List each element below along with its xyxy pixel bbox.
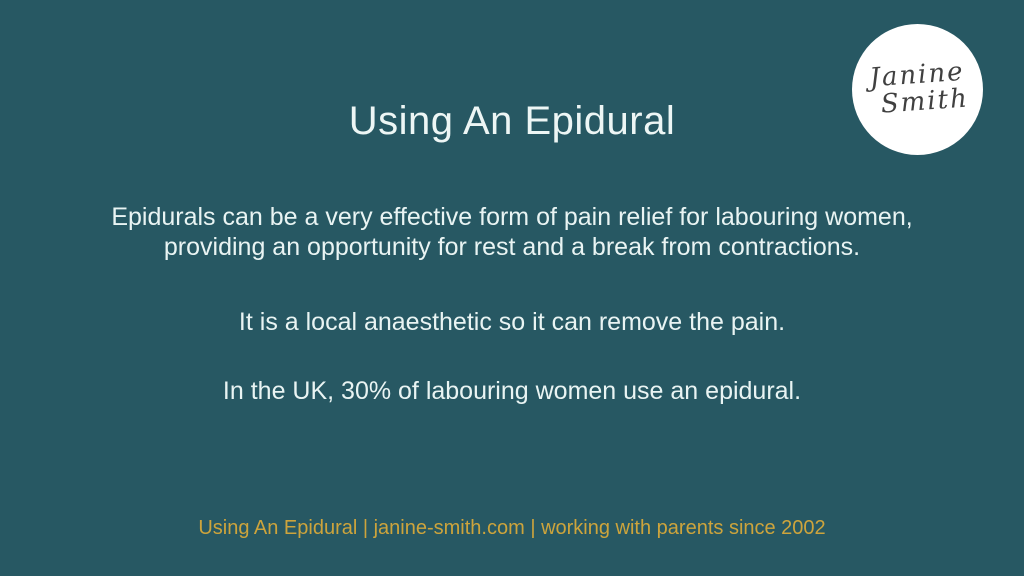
footer-text: Using An Epidural | janine-smith.com | working with parents since 2002 <box>198 517 826 539</box>
body-line-3: It is a local anaesthetic so it can remove the pain. <box>238 308 786 336</box>
logo-name-line1: Janine <box>867 56 965 94</box>
page-title: Using An Epidural <box>348 99 676 143</box>
body-line-1: Epidurals can be a very effective form of pain relief for labouring women, <box>111 203 913 231</box>
body-line-4: In the UK, 30% of labouring women use an epidural. <box>222 377 802 405</box>
body-line-2: providing an opportunity for rest and a break from contractions. <box>163 233 861 261</box>
logo-name-line2: Smith <box>879 84 970 121</box>
